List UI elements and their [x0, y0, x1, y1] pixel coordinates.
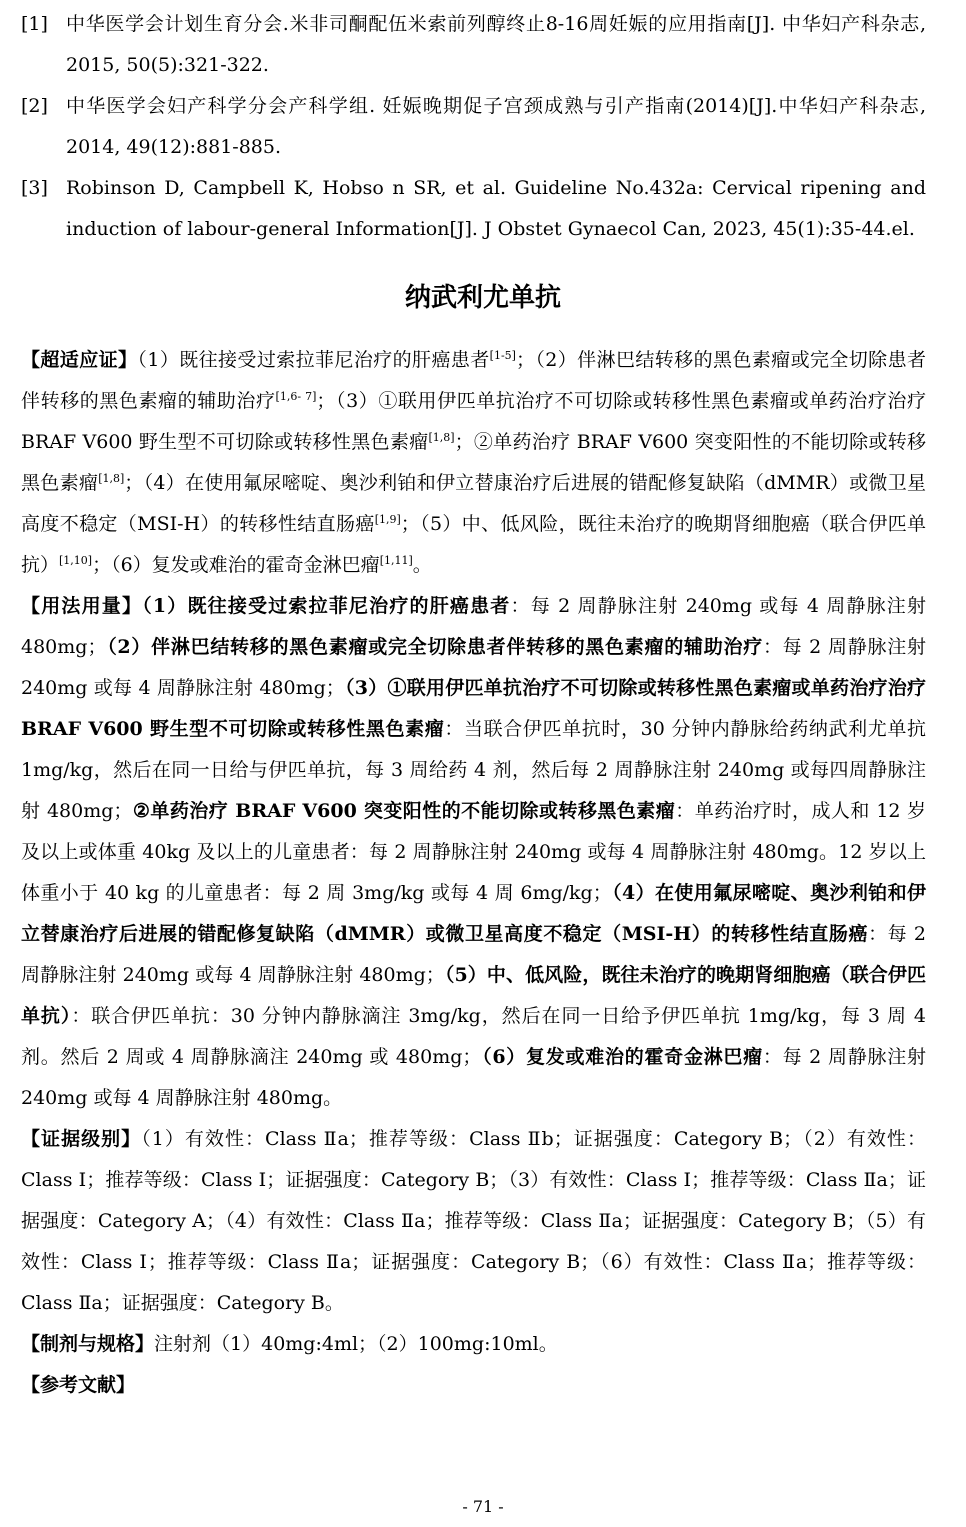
indication-text: ；（3）①联用伊匹单抗治疗不可切除或转移性黑色素瘤或单药治疗治疗 BRAF V600 野生型不可切除或转移性黑色素瘤 — [21, 390, 926, 453]
reference-text: Robinson D, Campbell K, Hobso n SR, et al. Guideline No.432a: Cervical ripening and induction of labour-general Information[J]. J Obstet Gynaecol Can, 2023, 45(1):35-44.el. — [66, 177, 926, 240]
indication-text: ；（5）中、低风险，既往未治疗的晚期肾细胞癌（联合伊匹单抗） — [21, 513, 926, 576]
usage-dose-text: ：每 2 周静脉注射 240mg 或每 4 周静脉注射 480mg； — [21, 923, 926, 986]
usage-condition: ②单药治疗 BRAF V600 突变阳性的不能切除或转移黑色素瘤 — [132, 800, 676, 822]
usage-condition: （3）①联用伊匹单抗治疗不可切除或转移性黑色素瘤或单药治疗治疗 BRAF V600 野生型不可切除或转移性黑色素瘤 — [21, 677, 926, 740]
usage-dose-text: ：每 2 周静脉注射 240mg 或每 4 周静脉注射 480mg。 — [21, 1046, 926, 1109]
drug-entry-body — [21, 340, 926, 1406]
reference-number: [2] — [21, 95, 48, 117]
citation-superscript: [1,6- 7] — [275, 390, 317, 403]
citation-superscript: [1,8] — [428, 431, 455, 444]
reference-text: 中华医学会妇产科学分会产科学组. 妊娠晚期促子宫颈成熟与引产指南(2014)[J].中华妇产科杂志, 2014, 49(12):881-885. — [66, 95, 926, 158]
usage-heading: 【用法用量】 — [21, 595, 143, 617]
usage-dose-text: ：每 2 周静脉注射 240mg 或每 4 周静脉注射 480mg； — [21, 595, 926, 658]
citation-superscript: [1,8] — [98, 472, 125, 485]
reference-text: 中华医学会计划生育分会.米非司酮配伍米索前列醇终止8-16周妊娠的应用指南[J]. 中华妇产科杂志, 2015, 50(5):321-322. — [66, 13, 926, 76]
indications-paragraph — [21, 340, 926, 586]
usage-condition: （1）既往接受过索拉菲尼治疗的肝癌患者 — [142, 595, 511, 617]
evidence-paragraph — [21, 1119, 926, 1324]
reference-number: [3] — [21, 177, 48, 199]
citation-superscript: [1-5] — [489, 349, 516, 362]
indication-text: 。 — [412, 554, 432, 576]
usage-condition: （6）复发或难治的霍奇金淋巴瘤 — [481, 1046, 763, 1068]
indication-text: （1）既往接受过索拉菲尼治疗的肝癌患者 — [137, 349, 490, 371]
formulation-paragraph — [21, 1324, 926, 1365]
usage-condition: （2）伴淋巴结转移的黑色素瘤或完全切除患者伴转移的黑色素瘤的辅助治疗 — [106, 636, 763, 658]
indication-text: ；（4）在使用氟尿嘧啶、奥沙利铂和伊立替康治疗后进展的错配修复缺陷（dMMR）或微卫星高度不稳定（MSI-H）的转移性结直肠癌 — [21, 472, 926, 535]
formulation-heading: 【制剂与规格】 — [21, 1333, 155, 1355]
citation-superscript: [1,10] — [59, 554, 93, 567]
indication-text: ；②单药治疗 BRAF V600 突变阳性的不能切除或转移黑色素瘤 — [21, 431, 926, 494]
usage-dose-text: ：单药治疗时，成人和 12 岁及以上或体重 40kg 及以上的儿童患者：每 2 周静脉注射 240mg 或每 4 周静脉注射 480mg。12 岁以上体重小于 40 kg 的儿童患者：每 2 周 3mg/kg 或每 4 周 6mg/kg； — [21, 800, 926, 904]
reference-item — [21, 4, 926, 86]
page-number: - 71 - — [462, 1497, 504, 1516]
citation-superscript: [1,9] — [374, 513, 401, 526]
usage-condition: （4）在使用氟尿嘧啶、奥沙利铂和伊立替康治疗后进展的错配修复缺陷（dMMR）或微卫星高度不稳定（MSI-H）的转移性结直肠癌 — [21, 882, 926, 945]
indication-text: ；（6）复发或难治的霍奇金淋巴瘤 — [92, 554, 380, 576]
references-heading-paragraph — [21, 1365, 926, 1406]
evidence-heading: 【证据级别】 — [21, 1128, 142, 1150]
usage-condition: （5）中、低风险，既往未治疗的晚期肾细胞癌（联合伊匹单抗） — [21, 964, 926, 1027]
usage-dose-text: ：联合伊匹单抗：30 分钟内静脉滴注 3mg/kg，然后在同一日给予伊匹单抗 1mg/kg，每 3 周 4 剂。然后 2 周或 4 周静脉滴注 240mg 或 480mg； — [21, 1005, 926, 1068]
formulation-text: 注射剂（1）40mg:4ml；（2）100mg:10ml。 — [154, 1333, 558, 1355]
drug-title: 纳武利尤单抗 — [404, 283, 561, 313]
reference-item — [21, 86, 926, 168]
previous-references-list — [21, 4, 926, 250]
citation-superscript: [1,11] — [379, 554, 413, 567]
indication-text: ；（2）伴淋巴结转移的黑色素瘤或完全切除患者伴转移的黑色素瘤的辅助治疗 — [21, 349, 926, 412]
references-heading: 【参考文献】 — [21, 1374, 136, 1396]
evidence-text: （1）有效性：Class Ⅱa；推荐等级：Class Ⅱb；证据强度：Category B；（2）有效性：Class Ⅰ；推荐等级：Class Ⅰ；证据强度：Category B；（3）有效性：Class Ⅰ；推荐等级：Class Ⅱa；证据强度：Category A；（4）有效性：Class Ⅱa；推荐等级：Class Ⅱa；证据强度：Category B；（5）有效性：Class Ⅰ；推荐等级：Class Ⅱa；证据强度：Category B；（6）有效性：Class Ⅱa；推荐等级：Class Ⅱa；证据强度：Category B。 — [21, 1128, 926, 1314]
usage-dose-text: ：当联合伊匹单抗时，30 分钟内静脉给药纳武利尤单抗 1mg/kg，然后在同一日给与伊匹单抗，每 3 周给药 4 剂，然后每 2 周静脉注射 240mg 或每四周静脉注射 480mg； — [21, 718, 927, 822]
reference-number: [1] — [21, 13, 48, 35]
usage-dose-text: ：每 2 周静脉注射 240mg 或每 4 周静脉注射 480mg； — [21, 636, 926, 699]
usage-paragraph — [21, 586, 926, 1119]
indications-heading: 【超适应证】 — [21, 349, 138, 371]
reference-item — [21, 168, 926, 250]
